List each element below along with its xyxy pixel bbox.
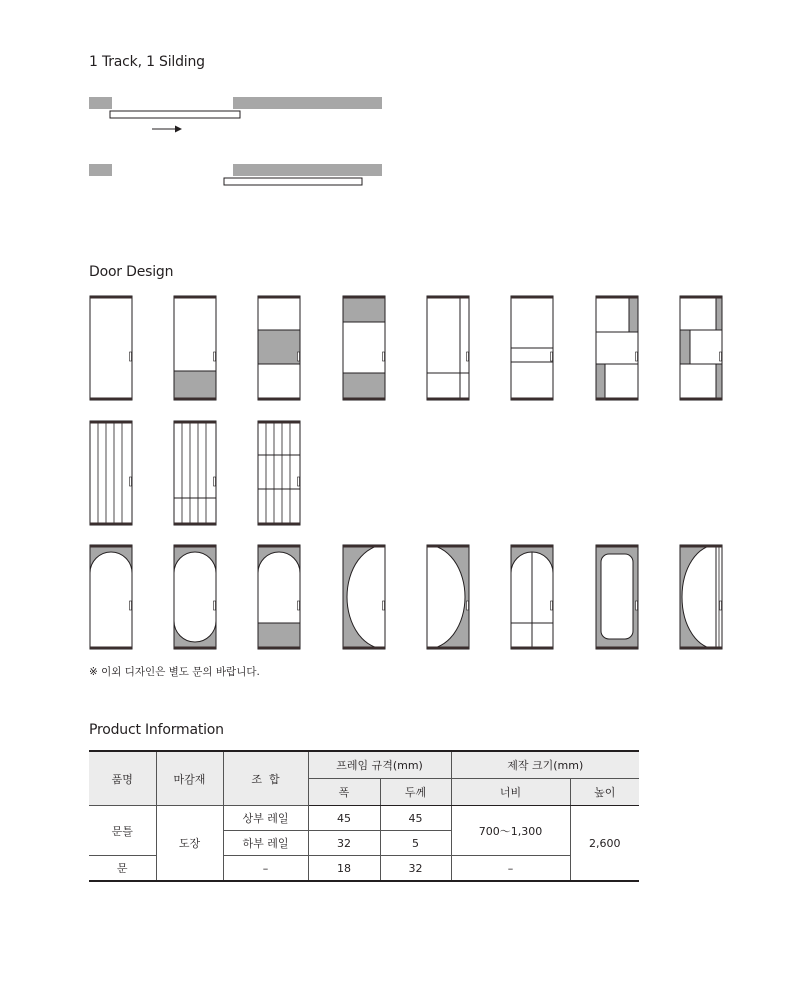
cell-door-thickness: 32 — [380, 856, 451, 882]
cell-upper-width: 45 — [308, 806, 380, 831]
header-thickness: 두께 — [380, 779, 451, 806]
cell-lower-thickness: 5 — [380, 831, 451, 856]
wall-right-1 — [233, 97, 382, 109]
door-design-9 — [90, 421, 132, 525]
wall-left-2 — [89, 164, 112, 176]
header-combo: 조 합 — [223, 751, 308, 806]
header-frame-spec: 프레임 규격(mm) — [308, 751, 451, 779]
header-make-size: 제작 크기(mm) — [451, 751, 639, 779]
info-title: Product Information — [89, 722, 224, 738]
door-design-grid — [80, 290, 740, 654]
door-panel-2 — [224, 178, 362, 185]
door-design-2 — [174, 296, 216, 400]
header-make-width: 너비 — [451, 779, 570, 806]
door-design-16 — [427, 545, 469, 649]
slide-arrow-head — [175, 126, 182, 133]
header-finish: 마감재 — [156, 751, 223, 806]
header-item: 품명 — [89, 751, 156, 806]
door-design-17 — [511, 545, 553, 649]
wall-left-1 — [89, 97, 112, 109]
cell-frame-name: 문틀 — [89, 806, 156, 856]
door-design-7 — [596, 296, 638, 400]
cell-door-name: 문 — [89, 856, 156, 882]
cell-make-height: 2,600 — [570, 806, 639, 882]
door-design-13 — [174, 545, 216, 649]
door-design-14 — [258, 545, 300, 649]
door-design-15 — [343, 545, 385, 649]
door-design-5 — [427, 296, 469, 400]
door-design-11 — [258, 421, 300, 525]
cell-door-combo: – — [223, 856, 308, 882]
wall-right-2 — [233, 164, 382, 176]
cell-finish: 도장 — [156, 806, 223, 882]
track-title: 1 Track, 1 Silding — [89, 54, 205, 70]
door-design-10 — [174, 421, 216, 525]
door-design-8 — [680, 296, 722, 400]
door-design-6 — [511, 296, 553, 400]
door-design-19 — [680, 545, 722, 649]
design-title: Door Design — [89, 264, 174, 280]
cell-lower-width: 32 — [308, 831, 380, 856]
cell-door-make: – — [451, 856, 570, 882]
design-note: ※ 이외 디자인은 별도 문의 바랍니다. — [89, 666, 260, 678]
product-info-table — [89, 750, 639, 882]
door-design-4 — [343, 296, 385, 400]
header-width: 폭 — [308, 779, 380, 806]
door-design-12 — [90, 545, 132, 649]
door-panel-1 — [110, 111, 240, 118]
door-design-18 — [596, 545, 638, 649]
cell-lower-rail: 하부 레일 — [223, 831, 308, 856]
track-diagram — [85, 92, 395, 196]
cell-make-width: 700～1,300 — [451, 806, 570, 856]
door-design-3 — [258, 296, 300, 400]
door-design-1 — [90, 296, 132, 400]
cell-upper-thickness: 45 — [380, 806, 451, 831]
cell-upper-rail: 상부 레일 — [223, 806, 308, 831]
header-make-height: 높이 — [570, 779, 639, 806]
cell-door-width: 18 — [308, 856, 380, 882]
